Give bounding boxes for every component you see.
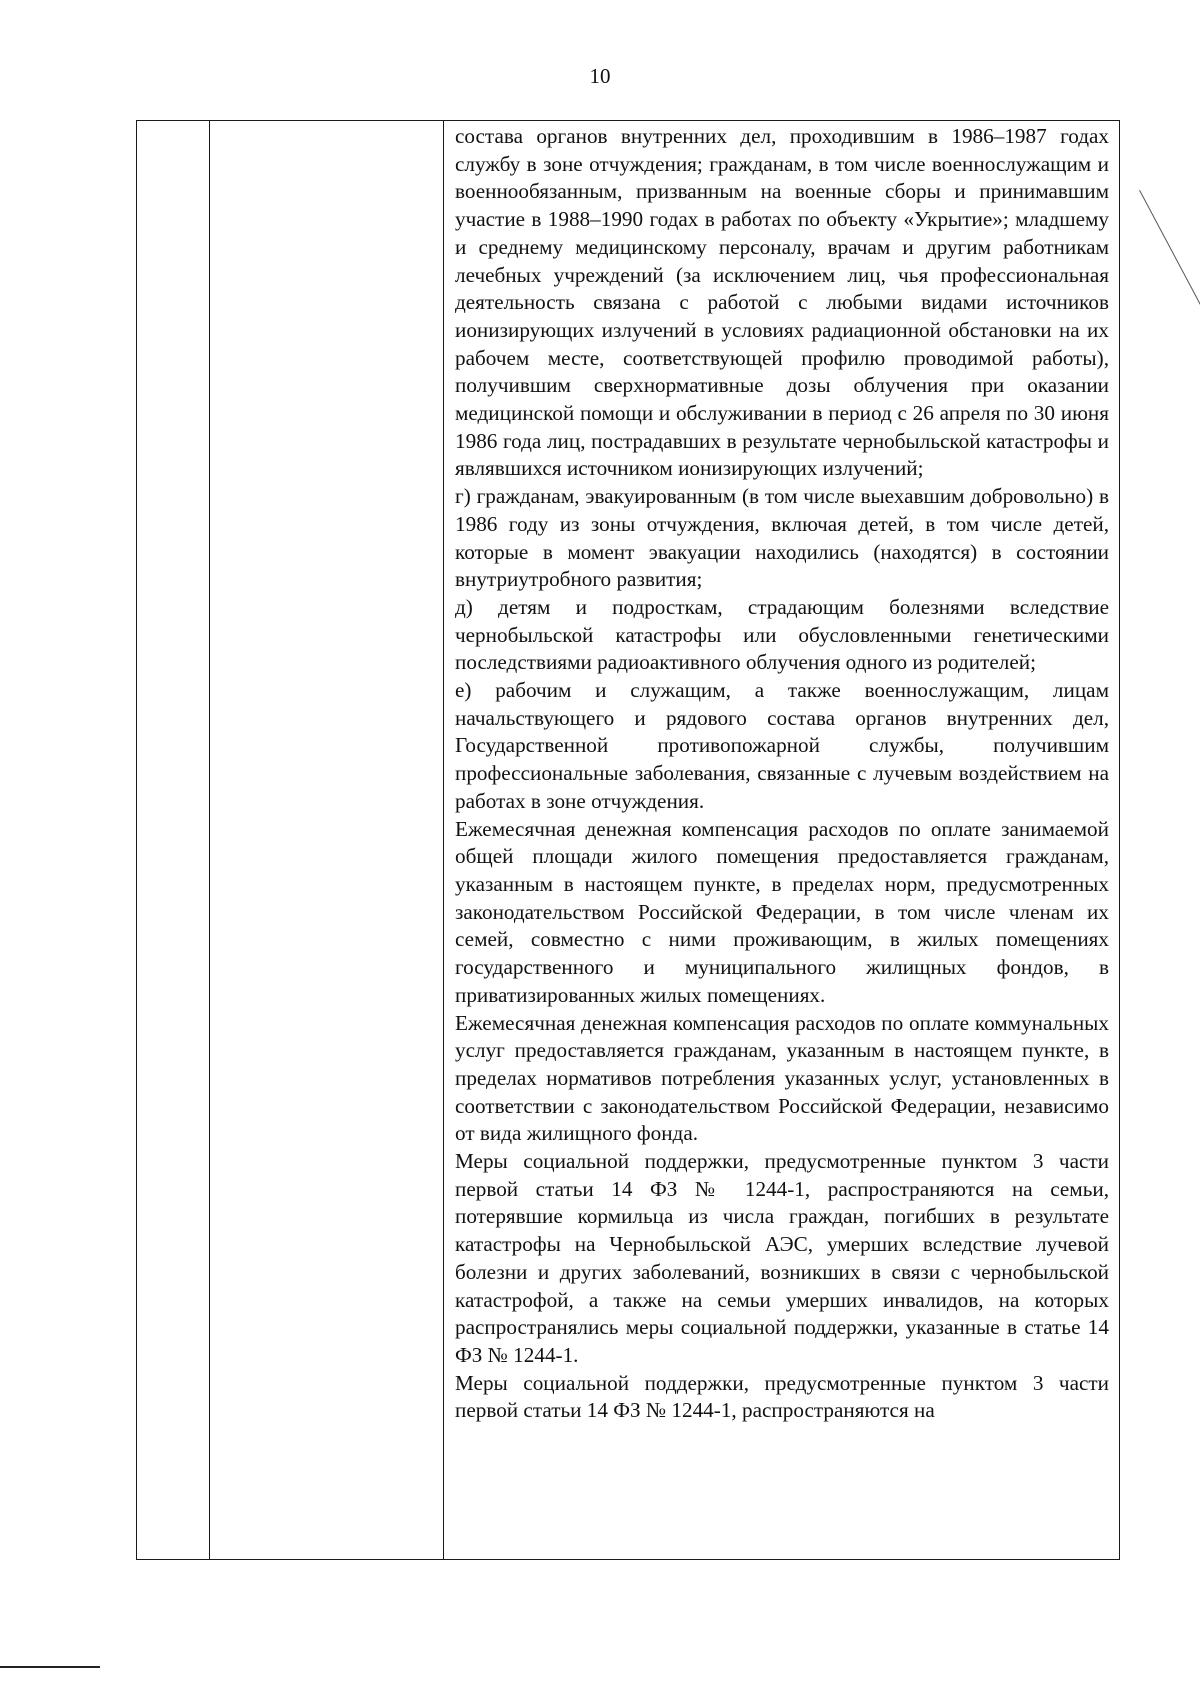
document-table bbox=[136, 120, 1120, 1560]
footnote-rule bbox=[0, 1666, 100, 1668]
paragraph-item-d: д) детям и подросткам, страдающим болезнями вследствие чернобыльской катастрофы или обусловленными генетическими последствиями радиоактивного облучения одного из родителей; bbox=[455, 594, 1109, 675]
column-divider-2 bbox=[443, 121, 444, 1559]
paragraph-social-support-1: Меры социальной поддержки, предусмотренные пунктом 3 части первой статьи 14 ФЗ № 1244-1, распространяются на семьи, потерявшие кормильца из числа граждан, погибших в результате катастрофы на Чернобыльской АЭС, умерших вследствие лучевой болезни и других заболеваний, возникших в связи с чернобыльской катастрофой, а также на семьи умерших инвалидов, на которых распространялись меры социальной поддержки, указанные в статье 14 ФЗ № 1244-1. bbox=[455, 1149, 1109, 1367]
table-text-cell bbox=[455, 123, 1109, 1425]
paragraph-social-support-2: Меры социальной поддержки, предусмотренные пунктом 3 части первой статьи 14 ФЗ № 1244-1, распространяются на bbox=[455, 1370, 1109, 1423]
paragraph-utilities-compensation: Ежемесячная денежная компенсация расходов по оплате коммунальных услуг предоставляется гражданам, указанным в настоящем пункте, в пределах нормативов потребления указанных услуг, установленных в соответствии с законодательством Российской Федерации, независимо от вида жилищного фонда. bbox=[455, 1010, 1109, 1146]
page-number: 10 bbox=[589, 64, 611, 88]
paragraph-item-g: г) гражданам, эвакуированным (в том числе выехавшим добровольно) в 1986 году из зоны отчуждения, включая детей, в том числе детей, которые в момент эвакуации находились (находятся) в состоянии внутриутробного развития; bbox=[455, 484, 1109, 592]
scan-margin-mark bbox=[1139, 190, 1200, 349]
column-divider-1 bbox=[209, 121, 210, 1559]
paragraph-continuation: состава органов внутренних дел, проходившим в 1986–1987 годах службу в зоне отчуждения; гражданам, в том числе военнослужащим и военнообязанным, призванным на военные сборы и принимавшим участие в 1988–1990 годах в работах по объекту «Укрытие»; младшему и среднему медицинскому персоналу, врачам и другим работникам лечебных учреждений (за исключением лиц, чья профессиональная деятельность связана с работой с любыми видами источников ионизирующих излучений в условиях радиационной обстановки на их рабочем месте, соответствующей профилю проводимой работы), получившим сверхнормативные дозы облучения при оказании медицинской помощи и обслуживании в период с 26 апреля по 30 июня 1986 года лиц, пострадавших в результате чернобыльской катастрофы и являвшихся источником ионизирующих излучений; bbox=[455, 124, 1109, 481]
paragraph-item-e: е) рабочим и служащим, а также военнослужащим, лицам начальствующего и рядового состава органов внутренних дел, Государственной противопожарной службы, получившим профессиональные заболевания, связанные с лучевым воздействием на работах в зоне отчуждения. bbox=[455, 678, 1109, 813]
paragraph-housing-compensation: Ежемесячная денежная компенсация расходов по оплате занимаемой общей площади жилого помещения предоставляется гражданам, указанным в настоящем пункте, в пределах норм, предусмотренных законодательством Российской Федерации, в том числе членам их семей, совместно с ними проживающим, в жилых помещениях государственного и муниципального жилищных фондов, в приватизированных жилых помещениях. bbox=[455, 816, 1109, 1007]
